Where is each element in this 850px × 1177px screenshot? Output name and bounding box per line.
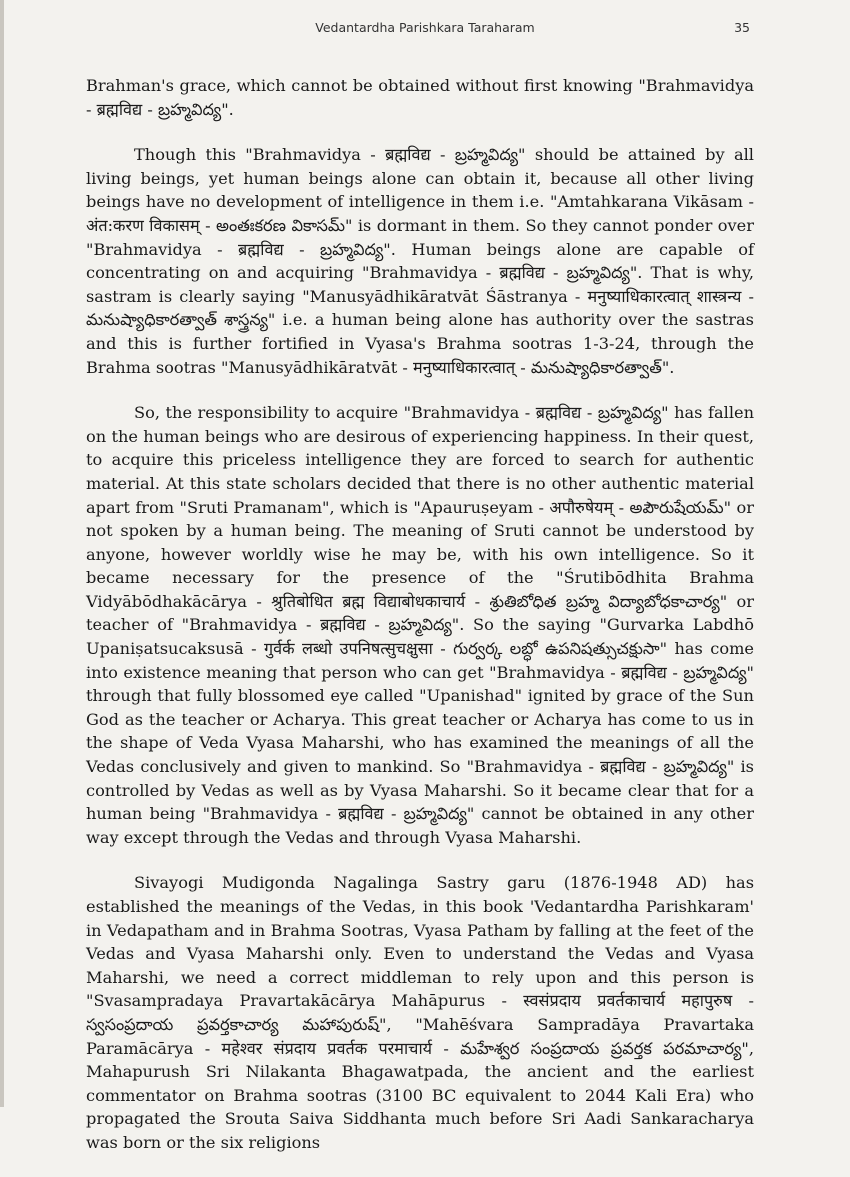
paragraph-continuation: Brahman's grace, which cannot be obtained without first knowing "Brahmavidya - ब्रह्मविद्य - బ్రహ్మవిద్య". (86, 76, 754, 119)
paragraph: Though this "Brahmavidya - ब्रह्मविद्य - బ్రహ్మవిద్య" should be attained by all living beings, yet human beings alone can obtain it, because all other living beings have no development of intelligence in them i.e. "Amtahkarana Vikāsam - अंत:करण विकासम् - అంతఃకరణ వికాసమ్" is dormant in them. So they cannot ponder over "Brahmavidya - ब्रह्मविद्य - బ్రహ్మవిద్య". Human beings alone are capable of concentrating on and acquiring "Brahmavidya - ब्रह्मविद्य - బ్రహ్మవిద్య". That is why, sastram is clearly saying "Manusyādhikāratvāt Śāstranya - मनुष्याधिकारत्वात् शास्त्रन्य - మనుష్యాధికారత్వాత్ శాస్త్రన్య" i.e. a human being alone has authority over the sastras and this is further fortified in Vyasa's Brahma sootras 1-3-24, through the Brahma sootras "Manusyādhikāratvāt - मनुष्याधिकारत्वात् - మనుష్యాధికారత్వాత్". (86, 145, 754, 377)
running-header (0, 20, 850, 38)
page-edge-shadow (0, 0, 4, 1107)
paragraph: Sivayogi Mudigonda Nagalinga Sastry garu (1876-1948 AD) has established the meanings of the Vedas, in this book 'Vedantardha Parishkaram' in Vedapatham and in Brahma Sootras, Vyasa Patham by falling at the feet of the Vedas and Vyasa Maharshi only. Even to understand the Vedas and Vyasa Maharshi, we need a correct middleman to rely upon and this person is "Svasampradaya Pravartakācārya Mahāpurus - स्वसंप्रदाय प्रवर्तकाचार्य महापुरुष - స్వసంప్రదాయ ప్రవర్తకాచార్య మహాపురుష్", "Mahēśvara Sampradāya Pravartaka Paramācārya - महेश्वर संप्रदाय प्रवर्तक परमाचार्य - మహేశ్వర సంప్రదాయ ప్రవర్తక పరమాచార్య", Mahapurush Sri Nilakanta Bhagawatpada, the ancient and the earliest commentator on Brahma sootras (3100 BC equivalent to 2044 Kali Era) who propagated the Srouta Saiva Siddhanta much before Sri Aadi Sankaracharya was born or the six religions (86, 873, 754, 1152)
running-title: Vedantardha Parishkara Taraharam (315, 20, 535, 35)
paragraph: So, the responsibility to acquire "Brahmavidya - ब्रह्मविद्य - బ్రహ్మవిద్య" has fallen on the human beings who are desirous of experiencing happiness. In their quest, to acquire this priceless intelligence they are forced to search for authentic material. At this state scholars decided that there is no other authentic material apart from "Sruti Pramanam", which is "Apauruṣeyam - अपौरुषेयम् - అపౌరుషేయమ్" or not spoken by a human being. The meaning of Sruti cannot be understood by anyone, however worldly wise he may be, with his own intelligence. So it became necessary for the presence of the "Śrutibōdhita Brahma Vidyābōdhakācārya - श्रुतिबोधित ब्रह्म विद्याबोधकाचार्य - శ్రుతిబోధిత బ్రహ్మ విద్యాబోధకాచార్య" or teacher of "Brahmavidya - ब्रह्मविद्य - బ్రహ్మవిద్య". So the saying "Gurvarka Labdhō Upaniṣatsucaksusā - गुर्वर्क लब्धो उपनिषत्सुचक्षुसा - గుర్వర్క లబ్ధో ఉపనిషత్సుచక్షుసా" has come into existence meaning that person who can get "Brahmavidya - ब्रह्मविद्य - బ్రహ్మవిద్య" through that fully blossomed eye called "Upanishad" ignited by grace of the Sun God as the teacher or Acharya. This great teacher or Acharya has come to us in the shape of Veda Vyasa Maharshi, who has examined the meanings of all the Vedas conclusively and given to mankind. So "Brahmavidya - ब्रह्मविद्य - బ్రహ్మవిద్య" is controlled by Vedas as well as by Vyasa Maharshi. So it became clear that for a human being "Brahmavidya - ब्रह्मविद्य - బ్రహ్మవిద్య" cannot be obtained in any other way except through the Vedas and through Vyasa Maharshi. (86, 403, 754, 847)
page-number: 35 (734, 20, 750, 35)
body-text (86, 74, 754, 1177)
